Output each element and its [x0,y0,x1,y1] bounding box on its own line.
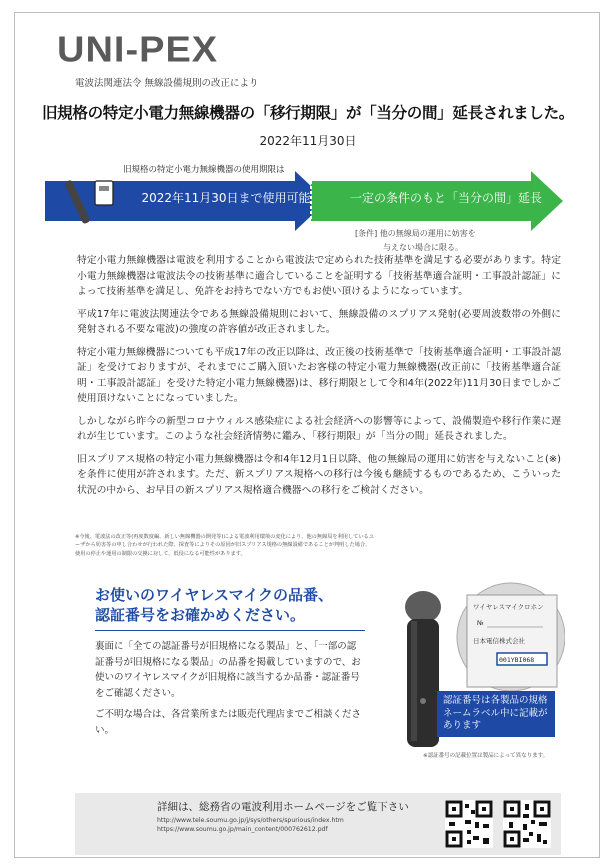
label-number-mark: № [477,619,484,627]
confirm-text [95,639,365,744]
unipex-logo: UNI-PEX [57,30,219,70]
confirm-paragraph-2: ご不明な場合は、各営業所または販売代理店までご相談ください。 [95,709,362,736]
paragraph-4: しかしながら昨今の新型コロナウィルス感染症による社会経済への影響等によって、設備製造や移行作業に遅れが生じています。このような社会経済情勢に鑑み、「移行期限」が「当分の間」延長されました。 [77,415,561,442]
footer-box [75,793,561,855]
headline: 旧規格の特定小電力無線機器の「移行期限」が「当分の間」延長されました。 [41,104,574,122]
label-maker: 日本電信株式会社 [473,637,525,645]
confirm-paragraph-1: 裏面に「全ての認証番号が旧規格になる製品」と、「一部の認証番号が旧規格になる製品」の品番を掲載していますので、お使いのワイヤレスマイクが旧規格に該当するか品番・認証番号をご確認ください。 [95,641,361,699]
footer-title: 詳細は、総務省の電波利用ホームページをご覧下さい [157,801,409,813]
label-title: ワイヤレスマイクロホン [473,603,544,611]
document-page [14,12,600,858]
paragraph-2: 平成17年に電波法関連法令である無線設備規則において、無線設備のスプリアス発射(必要周波数帯の外側に発射される不要な電波)の強度の許容値が改正されました。 [77,308,561,335]
paragraph-3: 特定小電力無線機器についても平成17年の改正以降は、改正後の技術基準で「技術基準適合証明・工事設計認証」を受けておりますが、それまでにご購入頂いたお客様の特定小電力無線機器(改正前に「技術基準適合証明・工事設計認証」を受けた特定小電力無線機器)は、移行期限として令和4年(2022年)11月30日までしかご使用頂けないことになっていました。 [77,346,561,404]
cert-number: 001YBI068 [499,656,535,664]
footer-url-1[interactable]: http://www.tele.soumu.go.jp/j/sys/others/spurious/index.htm [157,817,344,824]
period-label: 旧規格の特定小電力無線機器の使用期限は [123,165,285,175]
law-subtitle: 電波法関連法令 無線設備規則の改正により [75,78,259,89]
footnote: ※今後、電波法の改正等(再度数度編、新しい無線機器の開発等)による電波利用環境の変化により、他の無線局を利用しているユーザから妨害等の申し合わせが行われた際、探査等によりその原因が旧スプリアス規格の無線設備であることが判明した場合、使用の停止や運用の制限の交換に対して、低侵になる可能性があります。 [75,534,374,557]
until-nov30-label: 2022年11月30日まで使用可能 [141,191,311,205]
condition-note: [条件] 他の無線局の運用に妨害を 与えない場合に限る。 [355,229,476,252]
footer-url-2[interactable]: https://www.soumu.go.jp/main_content/000762612.pdf [157,826,328,833]
qr-code-icon[interactable] [503,800,551,848]
heading-divider [95,630,365,631]
explanation-text [77,253,561,505]
confirm-heading: お使いのワイヤレスマイクの品番、 認証番号をお確かめください。 [95,586,334,624]
label-callout: 認証番号は各製品の規格ネームラベル中に記載があります [437,691,555,737]
qr-code-icon[interactable] [445,800,493,848]
photo-caption: ※認証番号の記載位置は製品によって異なります。 [423,753,549,759]
publish-date: 2022年11月30日 [259,134,357,148]
paragraph-1: 特定小電力無線機器は電波を利用することから電波法で定められた技術基準を満足する必要があります。特定小電力無線機器は電波法令の技術基準に適合していることを証明する「技術基準適合証明・工事設計認証」によって技術基準を満足し、免許をお持ちでない方でもお使い頂けるようになっています。 [77,255,561,297]
extension-label: 一定の条件のもと「当分の間」延長 [349,191,542,205]
paragraph-5: 旧スプリアス規格の特定小電力無線機器は令和4年12月1日以降、他の無線局の運用に妨害を与えないこと(※)を条件に使用が許されます。ただ、新スプリアス規格への移行は今後も継続するものであるため、こういった状況の中から、お早目の新スプリアス規格適合機器への移行をご検討ください。 [77,453,561,496]
